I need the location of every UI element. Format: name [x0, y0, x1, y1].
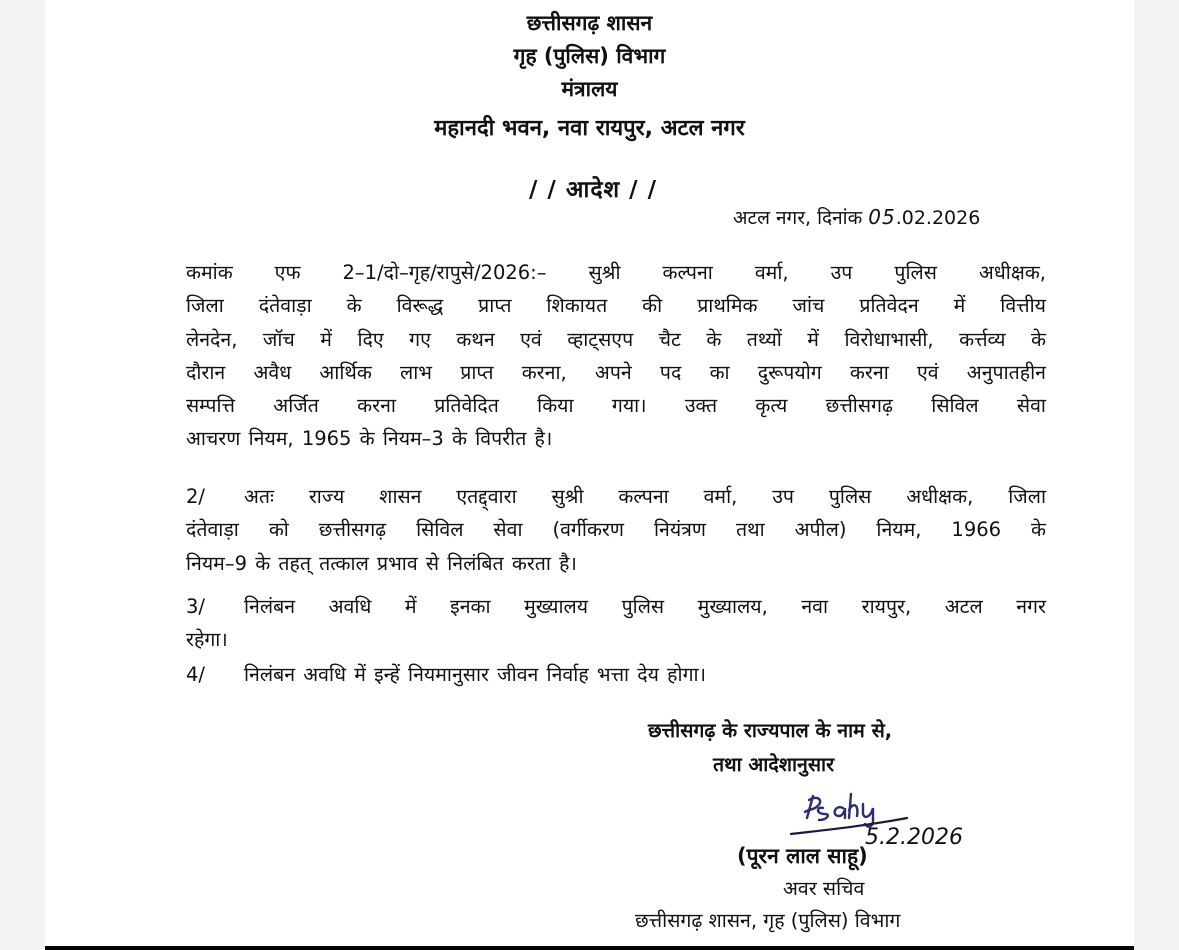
- paragraph-3-line-text: निलंबन अवधि में इनका मुख्यालय पुलिस मुख्यालय, नवा रायपुर, अटल नगर: [244, 595, 1046, 618]
- date-rest: .02.2026: [895, 207, 981, 229]
- paragraph-4: [186, 658, 1046, 691]
- paragraph-2-line-1: [186, 480, 1046, 513]
- handwritten-date: 5.2.2026: [865, 825, 963, 850]
- paragraph-1-line: दौरान अवैध आर्थिक लाभ प्राप्त करना, अपने पद का दुरूपयोग करना एवं अनुपातहीन: [186, 360, 1046, 384]
- header-ministry: मंत्रालय: [561, 77, 618, 101]
- handwritten-day: 05: [868, 205, 896, 229]
- place-date: [733, 204, 980, 230]
- paragraph-1: [186, 256, 1046, 456]
- authority-line-1: छत्तीसगढ़ के राज्यपाल के नाम से,: [648, 719, 893, 742]
- place-date-prefix: अटल नगर, दिनांक: [733, 207, 863, 229]
- paragraph-4-number: 4/: [186, 663, 205, 686]
- paragraph-2-line: नियम–9 के तहत् तत्काल प्रभाव से निलंबित करता है।: [186, 551, 577, 575]
- paragraph-2-line-text: अतः राज्य शासन एतद्द्वारा सुश्री कल्पना वर्मा, उप पुलिस अधीक्षक, जिला: [244, 485, 1046, 508]
- header-address: महानदी भवन, नवा रायपुर, अटल नगर: [434, 116, 745, 141]
- paragraph-1-line: जिला दंतेवाड़ा के विरूद्ध प्राप्त शिकायत की प्राथमिक जांच प्रतिवेदन में वित्तीय: [186, 294, 1046, 318]
- bottom-border: [45, 946, 1134, 950]
- paragraph-3: [186, 590, 1046, 657]
- paragraph-3-line: रहेगा।: [186, 628, 228, 652]
- handwritten-signature: [785, 790, 1015, 850]
- paragraph-1-line: लेनदेन, जॉच में दिए गए कथन एवं व्हाट्सएप चैट के तथ्यों में विरोधाभासी, कर्त्तव्य के: [186, 327, 1046, 351]
- paragraph-3-number: 3/: [186, 595, 205, 618]
- paragraph-2-line: दंतेवाड़ा को छत्तीसगढ़ सिविल सेवा (वर्गीकरण नियंत्रण तथा अपील) नियम, 1966 के: [186, 518, 1046, 542]
- signatory-department: छत्तीसगढ़ शासन, गृह (पुलिस) विभाग: [635, 909, 901, 932]
- signatory-name: (पूरन लाल साहू): [737, 844, 868, 868]
- order-title: / / आदेश / /: [529, 177, 657, 203]
- paragraph-2-number: 2/: [186, 485, 205, 508]
- paragraph-1-line: कमांक एफ 2–1/दो–गृह/रापुसे/2026:– सुश्री कल्पना वर्मा, उप पुलिस अधीक्षक,: [186, 261, 1046, 284]
- header-government: छत्तीसगढ़ शासन: [526, 11, 653, 35]
- paragraph-2: [186, 480, 1046, 580]
- header-department: गृह (पुलिस) विभाग: [513, 44, 666, 68]
- paragraph-3-line-1: [186, 590, 1046, 623]
- signatory-designation: अवर सचिव: [783, 877, 865, 900]
- authority-line-2: तथा आदेशानुसार: [713, 753, 835, 776]
- paragraph-1-line: सम्पत्ति अर्जित करना प्रतिवेदित किया गया। उक्त कृत्य छत्तीसगढ़ सिविल सेवा: [186, 394, 1046, 418]
- paragraph-4-line-1: [186, 658, 1046, 691]
- document-page: [45, 0, 1134, 946]
- paragraph-4-line-text: निलंबन अवधि में इन्हें नियमानुसार जीवन निर्वाह भत्ता देय होगा।: [244, 663, 706, 686]
- paragraph-1-line: आचरण नियम, 1965 के नियम–3 के विपरीत है।: [186, 427, 553, 451]
